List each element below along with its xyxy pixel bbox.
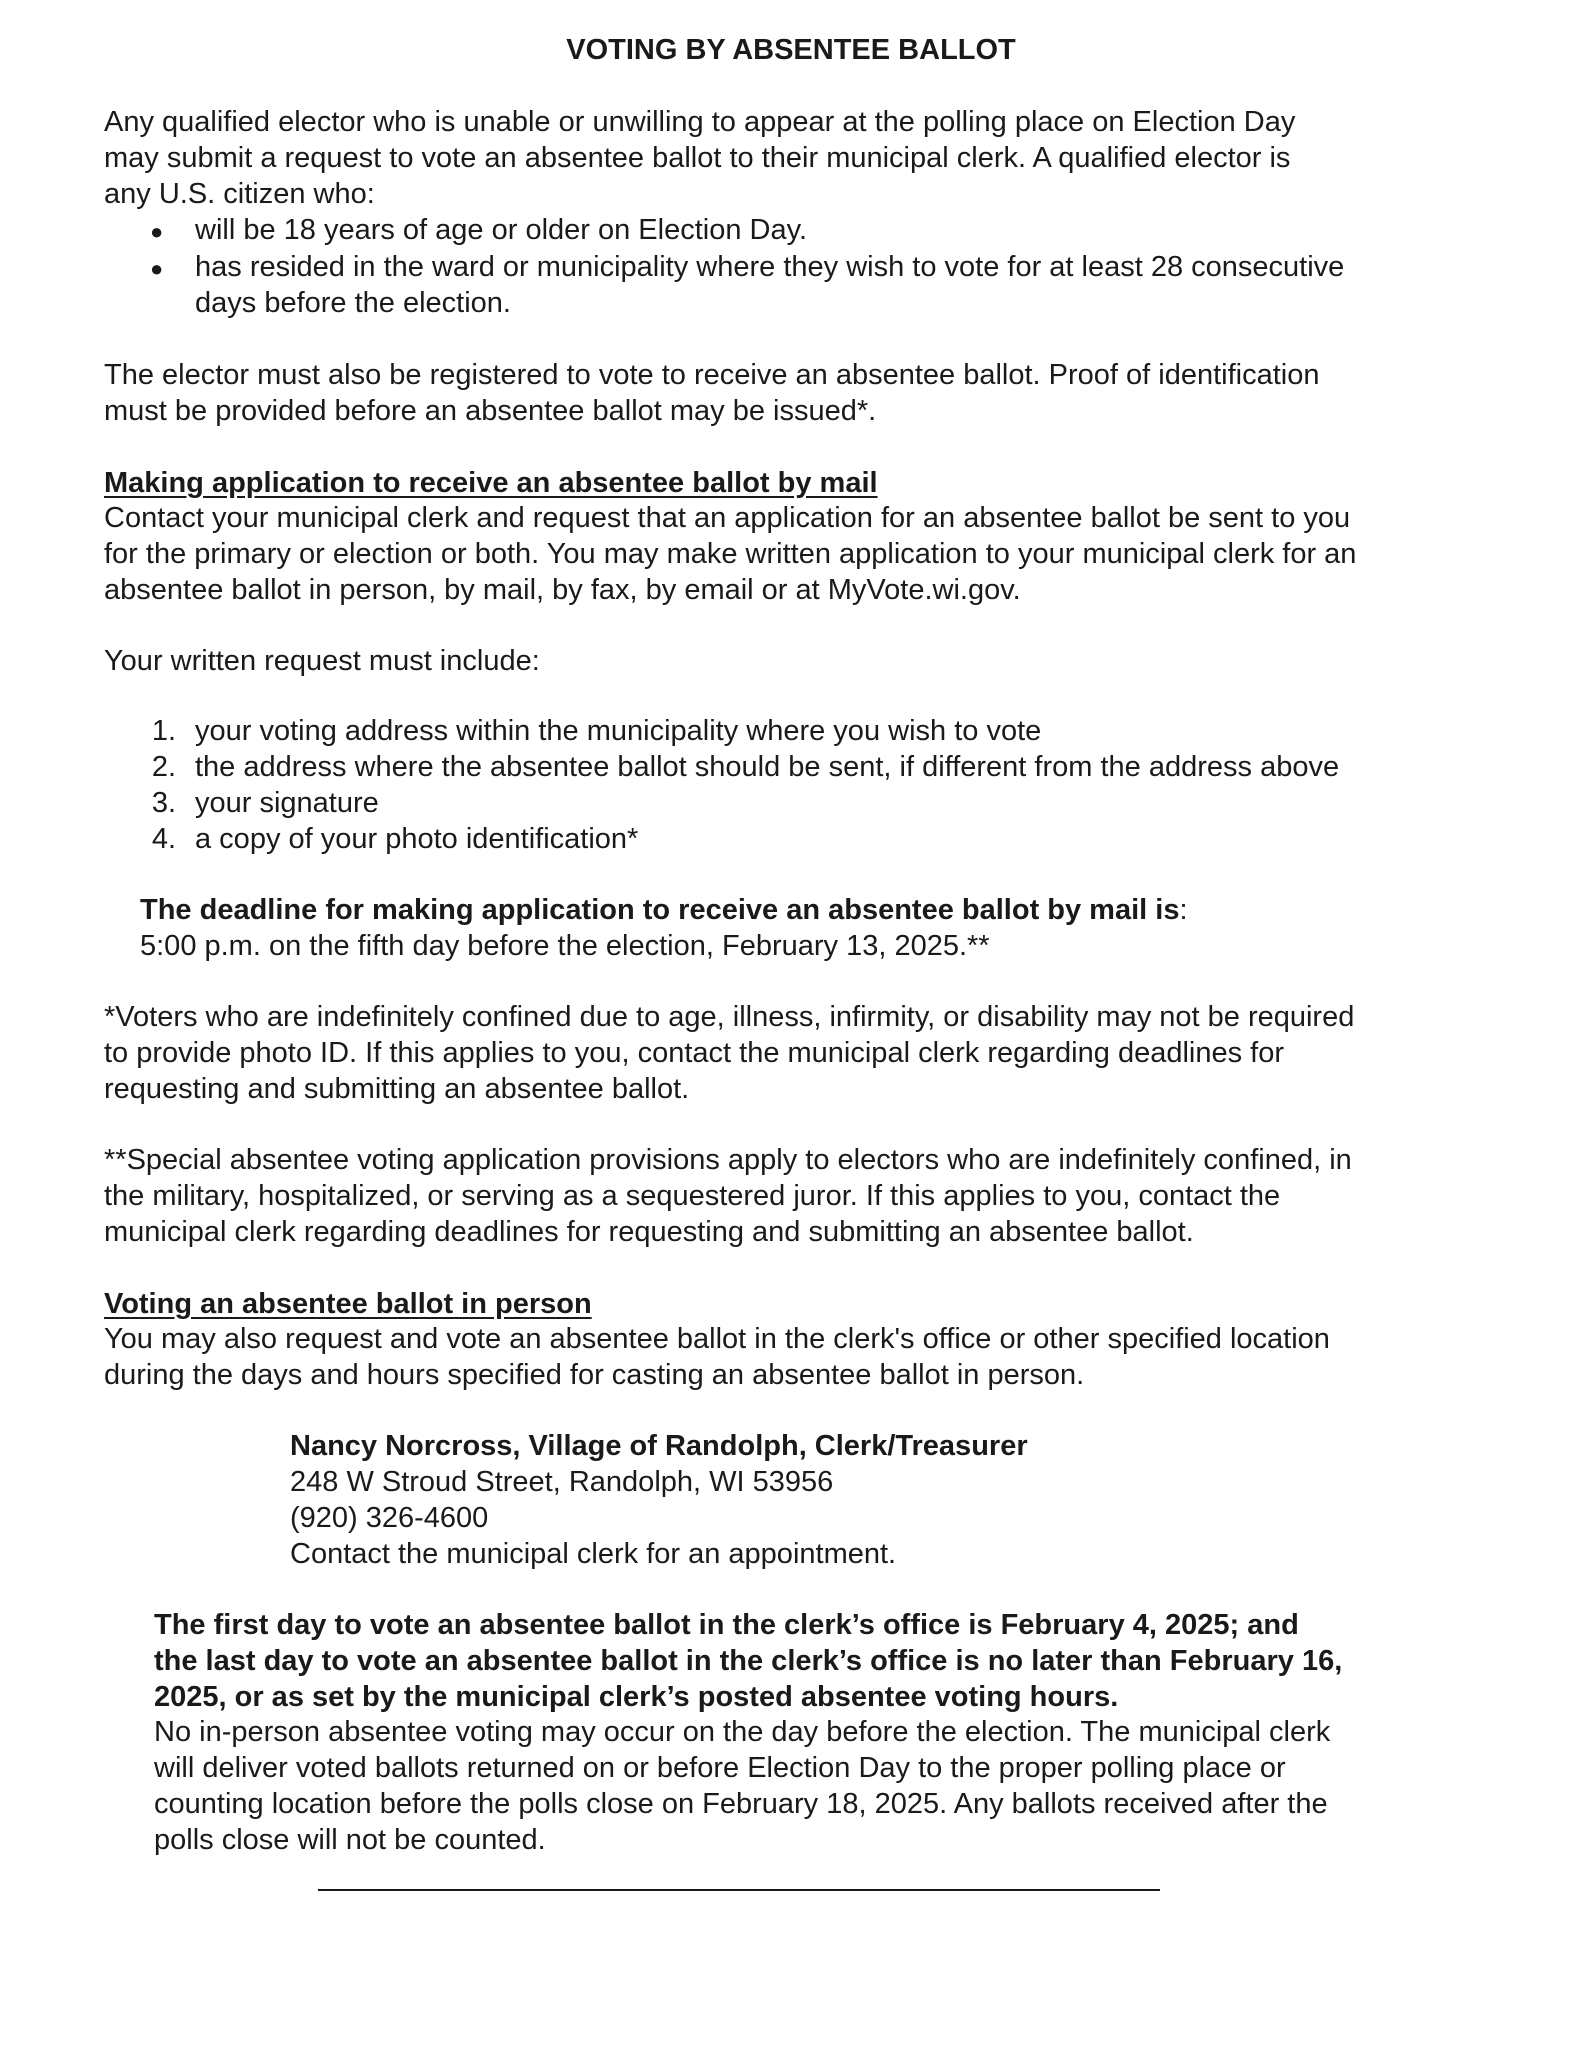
closing-line-3: counting location before the polls close on February 18, 2025. Any ballots received after the [154,1788,1328,1820]
bullet-marker-1: ● [150,219,164,244]
clerk-note: Contact the municipal clerk for an appointment. [290,1538,897,1570]
mail-section-heading: Making application to receive an absentee ballot by mail [104,467,878,499]
clerk-address: 248 W Stroud Street, Randolph, WI 53956 [290,1466,834,1498]
list-number-3: 3. [151,787,176,819]
mail-deadline-label [140,892,1188,928]
in-person-dates-line-3: 2025, or as set by the municipal clerk’s posted absentee voting hours. [154,1681,1119,1713]
mail-deadline-colon: : [1179,894,1188,926]
mail-deadline-label-text: The deadline for making application to receive an absentee ballot by mail is [140,894,1180,926]
bullet-2-text-line-1: has resided in the ward or municipality where they wish to vote for at least 28 consecutive [195,251,1345,283]
footnote-single-line-2: to provide photo ID. If this applies to you, contact the municipal clerk regarding deadlines for [104,1037,1284,1069]
footnote-single-line-3: requesting and submitting an absentee ballot. [104,1073,690,1105]
in-person-line-1: You may also request and vote an absentee ballot in the clerk's office or other specified location [104,1323,1330,1355]
footnote-double-line-1: **Special absentee voting application provisions apply to electors who are indefinitely confined, in [104,1144,1352,1176]
closing-line-2: will deliver voted ballots returned on or before Election Day to the proper polling place or [154,1752,1286,1784]
mail-deadline-value: 5:00 p.m. on the fifth day before the election, February 13, 2025.** [140,930,990,962]
footnote-single-line-1: *Voters who are indefinitely confined due to age, illness, infirmity, or disability may not be required [104,1001,1355,1033]
closing-line-4: polls close will not be counted. [154,1824,546,1856]
bottom-divider [318,1889,1160,1891]
list-number-1: 1. [151,715,176,747]
intro-line-1: Any qualified elector who is unable or unwilling to appear at the polling place on Election Day [104,106,1296,138]
list-number-2: 2. [151,751,176,783]
list-item-3: your signature [195,787,379,819]
registration-line-1: The elector must also be registered to vote to receive an absentee ballot. Proof of identification [104,359,1320,391]
bullet-2-text-line-2: days before the election. [195,287,511,319]
list-number-4: 4. [151,823,176,855]
bullet-marker-2: ● [150,256,164,281]
in-person-dates-line-1: The first day to vote an absentee ballot in the clerk’s office is February 4, 2025; and [154,1609,1299,1641]
request-intro: Your written request must include: [104,645,540,677]
mail-section-line-2: for the primary or election or both. You may make written application to your municipal clerk for an [104,538,1357,570]
intro-line-2: may submit a request to vote an absentee ballot to their municipal clerk. A qualified elector is [104,142,1291,174]
in-person-line-2: during the days and hours specified for casting an absentee ballot in person. [104,1359,1085,1391]
bullet-1-text: will be 18 years of age or older on Election Day. [195,214,808,246]
in-person-dates-line-2: the last day to vote an absentee ballot in the clerk’s office is no later than February 16, [154,1645,1343,1677]
list-item-4: a copy of your photo identification* [195,823,639,855]
closing-line-1: No in-person absentee voting may occur on the day before the election. The municipal clerk [154,1716,1331,1748]
in-person-section-heading: Voting an absentee ballot in person [104,1288,592,1320]
clerk-phone: (920) 326-4600 [290,1502,489,1534]
mail-section-line-1: Contact your municipal clerk and request that an application for an absentee ballot be sent to you [104,502,1351,534]
mail-section-line-3: absentee ballot in person, by mail, by fax, by email or at MyVote.wi.gov. [104,574,1021,606]
intro-line-3: any U.S. citizen who: [104,178,375,210]
clerk-name: Nancy Norcross, Village of Randolph, Clerk/Treasurer [290,1430,1028,1462]
registration-line-2: must be provided before an absentee ballot may be issued*. [104,395,877,427]
footnote-double-line-2: the military, hospitalized, or serving as a sequestered juror. If this applies to you, contact the [104,1180,1281,1212]
list-item-1: your voting address within the municipality where you wish to vote [195,715,1042,747]
list-item-2: the address where the absentee ballot should be sent, if different from the address above [195,751,1340,783]
page-title: VOTING BY ABSENTEE BALLOT [566,34,1016,66]
footnote-double-line-3: municipal clerk regarding deadlines for requesting and submitting an absentee ballot. [104,1216,1194,1248]
